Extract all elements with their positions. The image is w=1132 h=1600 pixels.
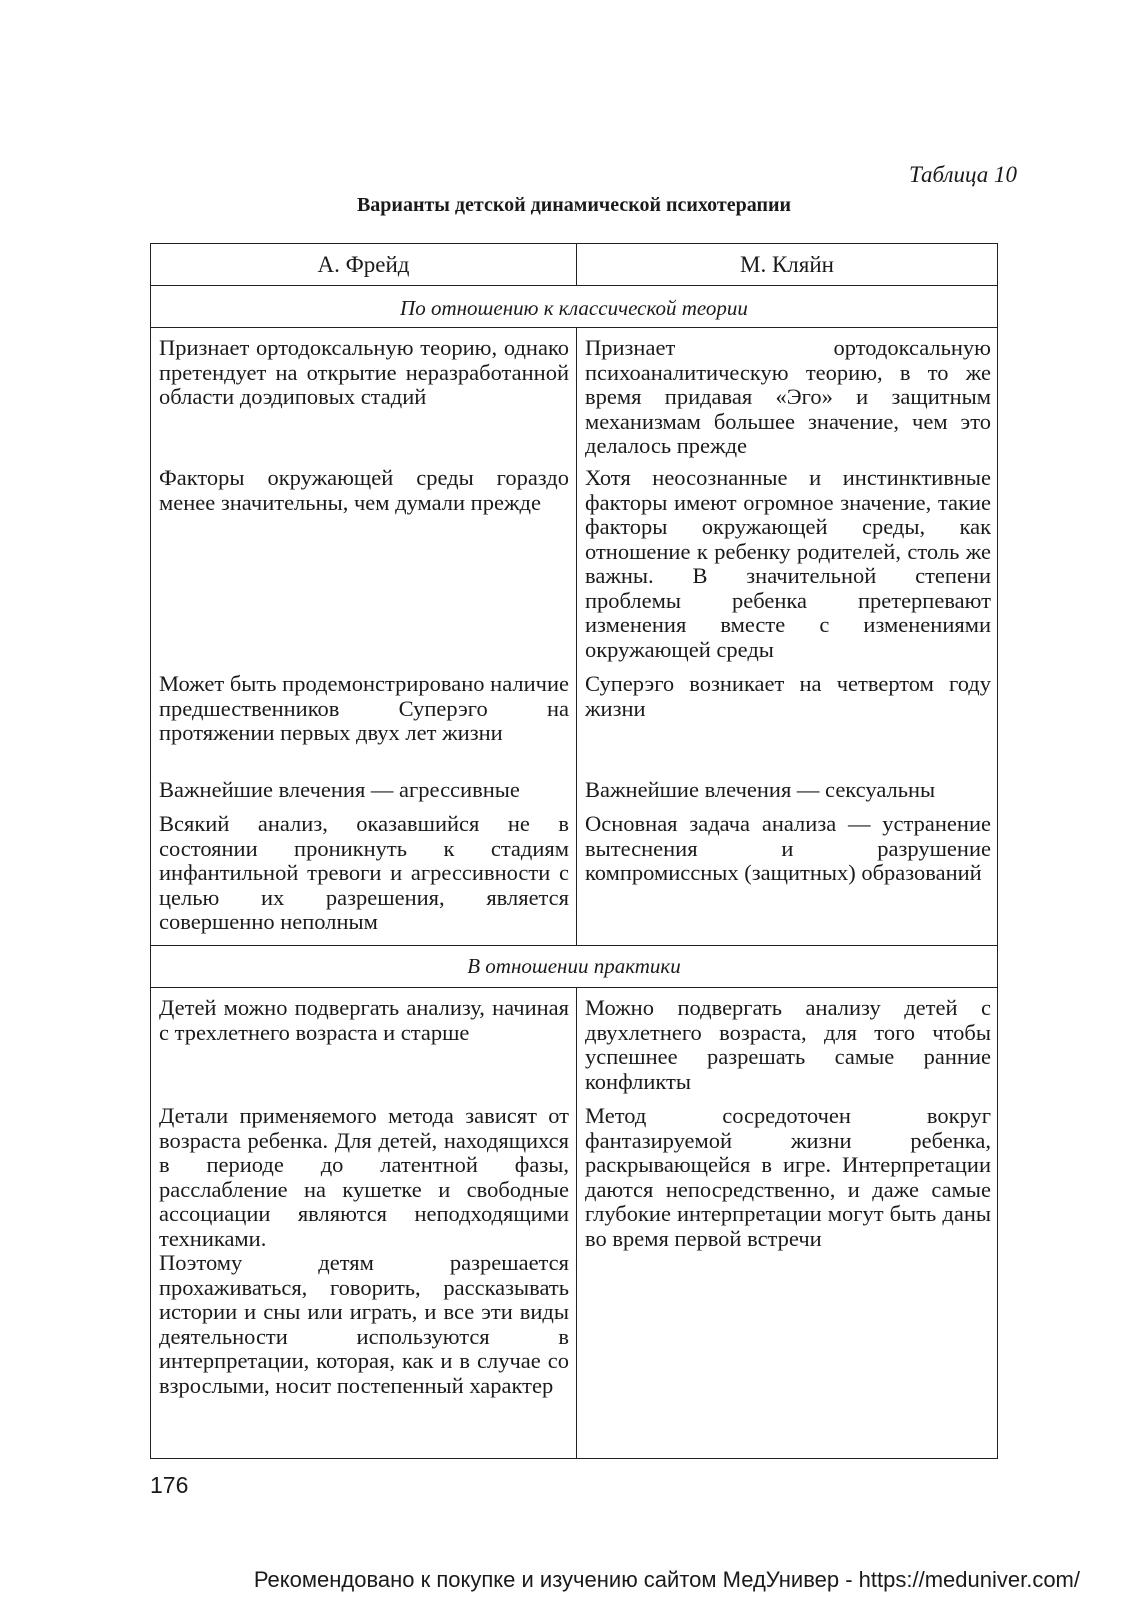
comparison-table <box>150 243 998 1459</box>
column-divider <box>576 244 577 285</box>
column-header-freud: А. Фрейд <box>317 252 410 277</box>
theory-row-1-klein: Признает ортодоксальную психоаналитическую теорию, в то же время придавая «Эго» и защитным механизмам большее значение, чем это делалось прежде <box>585 335 991 458</box>
theory-row-5-freud: Всякий анализ, оказавшийся не в состоянии проникнуть к стадиям инфантильной тревоги и агрессивности с целью их разрешения, является совершенно неполным <box>159 811 569 934</box>
row-divider <box>151 327 997 328</box>
column-header-klein: М. Кляйн <box>740 252 834 277</box>
column-divider <box>576 327 577 945</box>
row-divider <box>151 987 997 988</box>
theory-row-5-klein: Основная задача анализа — устранение вытеснения и разрушение компромиссных (защитных) образований <box>585 811 991 885</box>
footer-recommendation: Рекомендовано к покупке и изучению сайтом МедУнивер - https://meduniver.com/ <box>253 1567 1080 1592</box>
row-divider <box>151 285 997 286</box>
page-number: 176 <box>150 1472 189 1498</box>
theory-row-1-freud: Признает ортодоксальную теорию, однако претендует на открытие неразработанной области доэдиповых стадий <box>159 335 569 409</box>
theory-row-4-klein: Важнейшие влечения — сексуальны <box>585 777 936 802</box>
theory-row-3-freud: Может быть продемонстрировано наличие предшественников Суперэго на протяжении первых двух лет жизни <box>159 671 569 745</box>
table-label: Таблица 10 <box>908 162 1017 187</box>
section-heading-practice: В отношении практики <box>467 954 681 978</box>
row-divider <box>151 945 997 946</box>
theory-row-2-klein: Хотя неосознанные и инстинктивные факторы имеют огромное значение, такие факторы окружающей среды, как отношение к ребенку родителей, столь же важны. В значительной степени проблемы ребенка претерпевают изменения вместе с изменениями окружающей среды <box>585 465 991 662</box>
theory-row-4-freud: Важнейшие влечения — агрессивные <box>159 777 520 802</box>
table-title: Варианты детской динамической психотерапии <box>356 194 792 216</box>
practice-row-2-freud: Детали применяемого метода зависят от возраста ребенка. Для детей, находящихся в периоде до латентной фазы, расслабление на кушетке и свободные ассоциации являются неподходящими техниками. Поэтому детям разрешается прохаживаться, говорить, рассказывать истории и сны или играть, и все эти виды деятельности используются в интерпретации, которая, как и в случае со взрослыми, носит постепенный характер <box>159 1103 569 1398</box>
column-divider <box>576 987 577 1458</box>
practice-row-1-klein: Можно подвергать анализу детей с двухлетнего возраста, для того чтобы успешнее разрешать самые ранние конфликты <box>585 995 991 1094</box>
theory-row-3-klein: Суперэго возникает на четвертом году жизни <box>585 671 991 721</box>
theory-row-2-freud: Факторы окружающей среды гораздо менее значительны, чем думали прежде <box>159 465 569 515</box>
section-heading-theory: По отношению к классической теории <box>400 296 748 320</box>
practice-row-2-klein: Метод сосредоточен вокруг фантазируемой жизни ребенка, раскрывающейся в игре. Интерпретации даются непосредственно, и даже самые глубокие интерпретации могут быть даны во время первой встречи <box>585 1103 991 1251</box>
practice-row-1-freud: Детей можно подвергать анализу, начиная с трехлетнего возраста и старше <box>159 995 569 1045</box>
